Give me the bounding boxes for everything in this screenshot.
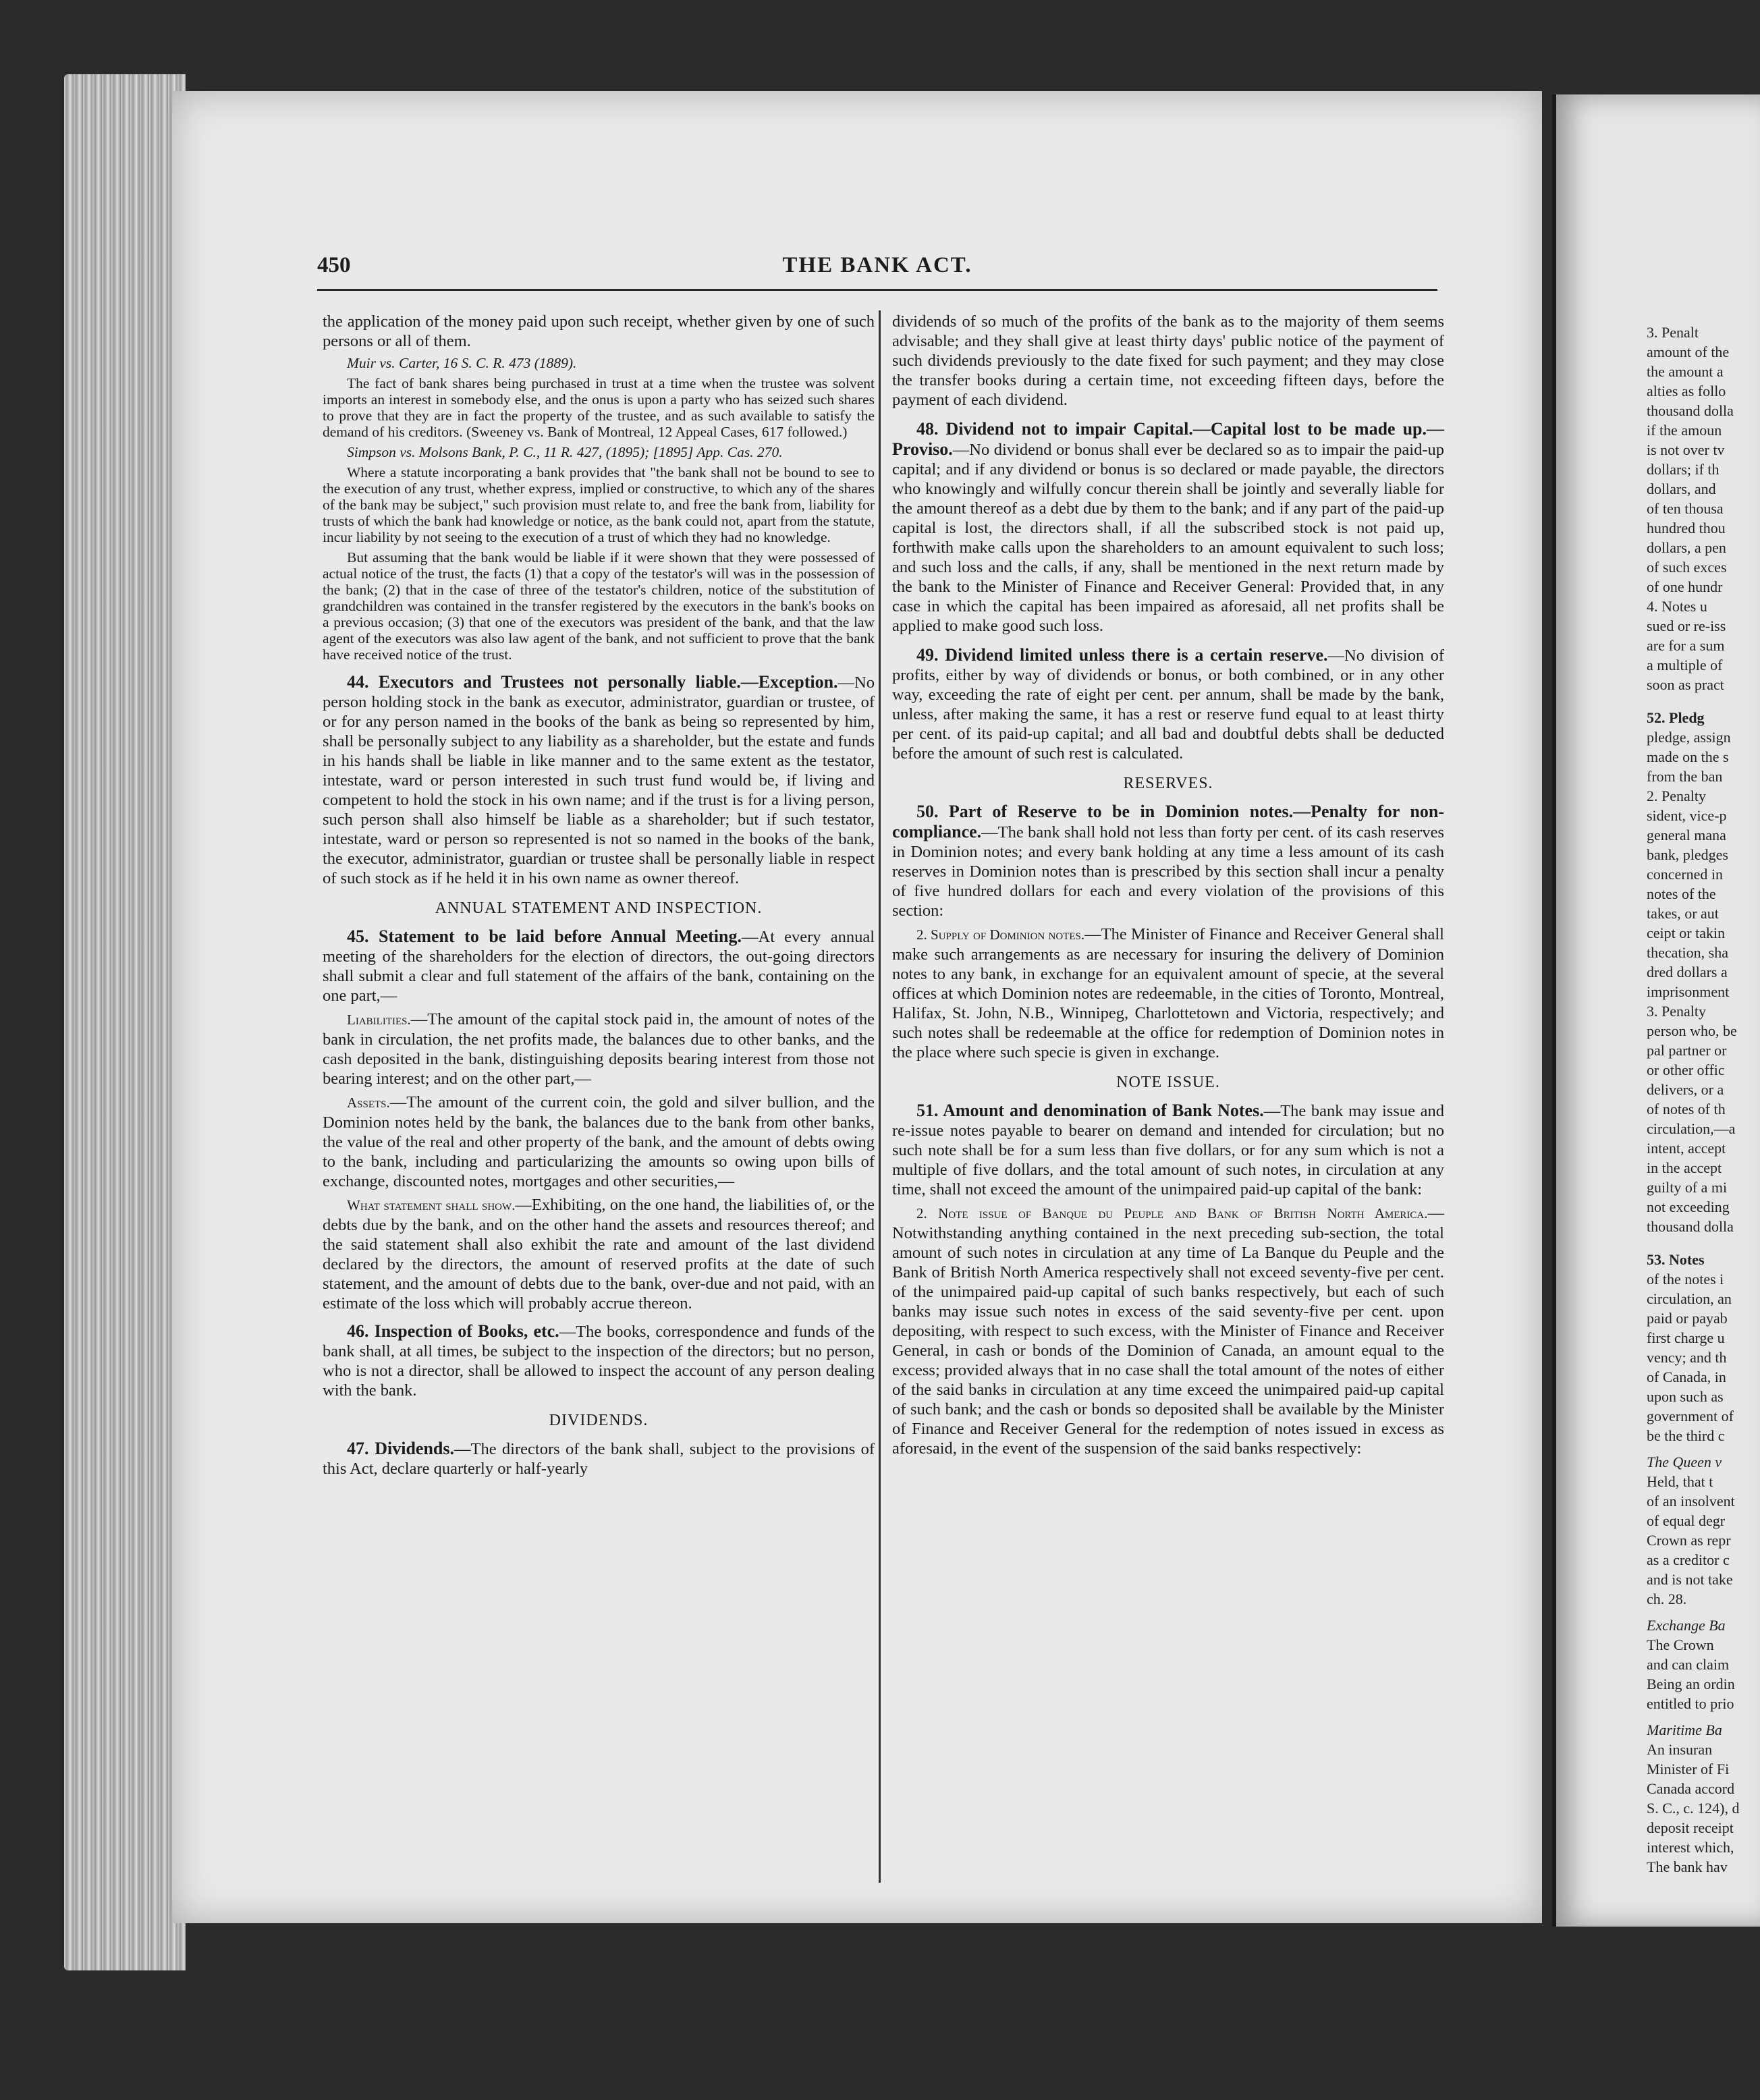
facing-page-line: 2. Penalty <box>1647 787 1706 804</box>
facing-page-line: Held, that t <box>1647 1473 1713 1490</box>
facing-page-line: deposit receipt <box>1647 1819 1734 1836</box>
facing-page-line: An insuran <box>1647 1741 1713 1758</box>
page-number: 450 <box>317 253 351 277</box>
facing-page-line: dred dollars a <box>1647 964 1728 980</box>
facing-page-line: dollars, a pen <box>1647 539 1726 556</box>
facing-page-line: 3. Penalt <box>1647 324 1699 341</box>
facing-page-line: concerned in <box>1647 866 1723 883</box>
facing-page-line: of ten thousa <box>1647 500 1724 517</box>
case-citation: Simpson vs. Molsons Bank, P. C., 11 R. 427, (1895); [1895] App. Cas. 270. <box>347 444 783 460</box>
facing-page-line: be the third c <box>1647 1427 1725 1444</box>
facing-page-line: The Crown <box>1647 1636 1714 1653</box>
facing-page-line: interest which, <box>1647 1839 1734 1856</box>
subsection-51-2: 2. Note issue of Banque du Peuple and Bank of British North America.—Notwithstanding anything contained in the next preceding sub-section, the total amount of such notes in circulation at any time of La Banque du Peuple and the Bank of British North America respectively shall not exceed seventy-five per cent. of the unimpaired paid-up capital of such banks respectively, but each of such banks may issue such notes in excess of the said seventy-five per cent. upon depositing, with respect to such excess, with the Minister of Finance and Receiver General, in cash or bonds of the Dominion of Canada, an amount equal to the excess; provided always that in no case shall the total amount of the notes of either of the said banks in circulation at any time exceed the unimpaired paid-up capital of such bank; and the cash or bonds so deposited shall be available by the Minister of Finance and Receiver General for the redemption of notes issued in excess as aforesaid, in the event of the suspension of the said banks respectively: <box>892 1204 1444 1458</box>
facing-page-line: The bank hav <box>1647 1858 1728 1875</box>
facing-page-line: a multiple of <box>1647 657 1723 673</box>
facing-page-line: and can claim <box>1647 1656 1730 1673</box>
page-title: THE BANK ACT. <box>782 253 972 277</box>
facing-page-line: and is not take <box>1647 1571 1733 1588</box>
facing-page-line: Crown as repr <box>1647 1532 1731 1549</box>
section-47: 47. Dividends.—The directors of the bank shall, subject to the provisions of this Act, declare quarterly or half-yearly <box>323 1439 875 1478</box>
facing-page-line: of one hundr <box>1647 578 1723 595</box>
facing-page-line: thousand dolla <box>1647 402 1734 419</box>
facing-page-line: guilty of a mi <box>1647 1179 1728 1196</box>
heading-annual-statement: ANNUAL STATEMENT AND INSPECTION. <box>435 900 763 917</box>
facing-page-line: if the amoun <box>1647 422 1722 439</box>
facing-page-line: dollars, and <box>1647 480 1716 497</box>
facing-page-line: sued or re-iss <box>1647 617 1726 634</box>
facing-page-line: takes, or aut <box>1647 905 1719 922</box>
facing-page-line: Canada accord <box>1647 1780 1735 1797</box>
facing-page-line: entitled to prio <box>1647 1695 1734 1712</box>
case-note: But assuming that the bank would be liable if it were shown that they were possessed of actual notice of the trust, the facts (1) that a copy of the testator's will was in the possession of the bank; (2) that in the case of three of the testator's children, notice of the substitution of grandchildren was contained in the transfer registered by the executors in the bank's books on a previous occasion; (3) that one of the executors was president of the bank, and that the law agent of the executors was also law agent of the bank, and not sufficient to prove that the bank have received notice of the trust. <box>323 549 875 663</box>
facing-page-line: imprisonment <box>1647 983 1730 1000</box>
facing-page-line: alties as follo <box>1647 383 1726 399</box>
section-heading: 46. Inspection of Books, etc. <box>347 1321 559 1341</box>
section-49: 49. Dividend limited unless there is a certain reserve.—No division of profits, either by way of dividends or bonus, or both combined, or in any other way, exceeding the rate of eight per cent. per annum, shall be made by the bank, unless, after making the same, it has a rest or reserve fund equal to at least thirty per cent. of its paid-up capital; and all bad and doubtful debts shall be deducted before the amount of such rest is calculated. <box>892 645 1444 763</box>
facing-page-line: are for a sum <box>1647 637 1725 654</box>
facing-page-line: of such exces <box>1647 559 1727 576</box>
subsection-statement: What statement shall show.—Exhibiting, on the one hand, the liabilities of, or the debts due by the bank, and on the other hand the assets and resources thereof; and the said statement shall also exhibit the rate and amount of the last dividend declared by the directors, the amount of reserved profits at the date of such statement, and the amount of debts due to the bank, over-due and not paid, with an estimate of the loss which will probably accrue thereon. <box>323 1196 875 1312</box>
facing-page-line: The Queen v <box>1647 1454 1722 1470</box>
facing-page-line: paid or payab <box>1647 1310 1728 1327</box>
right-column <box>892 312 1444 1462</box>
facing-page-line: in the accept <box>1647 1159 1722 1176</box>
section-heading: 45. Statement to be laid before Annual Meeting. <box>347 927 742 946</box>
section-45: 45. Statement to be laid before Annual Meeting.—At every annual meeting of the shareholders for the election of directors, the out-going directors shall submit a clear and full statement of the affairs of the bank, containing on the one part,— <box>323 927 875 1005</box>
facing-page-line: of equal degr <box>1647 1512 1726 1529</box>
facing-page-line: soon as pract <box>1647 676 1724 693</box>
facing-page-line: notes of the <box>1647 885 1716 902</box>
facing-page-line: 53. Notes <box>1647 1251 1705 1268</box>
facing-page-line: pledge, assign <box>1647 729 1731 746</box>
subsection-assets: Assets.—The amount of the current coin, the gold and silver bullion, and the Dominion notes held by the bank, the balances due to the bank from other banks, the value of the real and other property of the bank, and the amount of debts owing to the bank, including and particularizing the amounts so owing upon bills of exchange, discounted notes, mortgages and other securities,— <box>323 1093 875 1190</box>
subsection-50-2: 2. Supply of Dominion notes.—The Minister of Finance and Receiver General shall make such arrangements as are necessary for insuring the delivery of Dominion notes to any bank, in exchange for an equivalent amount of specie, at the several offices at which Dominion notes are redeemable, in the cities of Toronto, Montreal, Halifax, St. John, N.B., Winnipeg, Charlottetown and Victoria, respectively; and such notes shall be redeemable at the office for redemption of Dominion notes in the place where such specie is given in exchange. <box>892 925 1444 1061</box>
facing-page-line: bank, pledges <box>1647 846 1728 863</box>
facing-page-line: circulation,—a <box>1647 1120 1736 1137</box>
facing-page-line: ch. 28. <box>1647 1591 1687 1607</box>
facing-page-line: amount of the <box>1647 343 1730 360</box>
case-note: Where a statute incorporating a bank provides that "the bank shall not be bound to see to the execution of any trust, whether express, implied or constructive, to which any of the shares of the bank may be subject," such provision must relate to, and free the bank from, liability for trusts of which the bank had knowledge or notice, as the bank could not, apart from the statute, incur liability by not seeing to the execution of a trust of which they had no knowledge. <box>323 464 875 545</box>
facing-page-line: from the ban <box>1647 768 1723 785</box>
header-rule <box>317 289 1437 291</box>
facing-page-line: made on the s <box>1647 748 1729 765</box>
heading-dividends: DIVIDENDS. <box>549 1412 649 1429</box>
facing-page-line: Maritime Ba <box>1647 1721 1722 1738</box>
facing-page-line: circulation, an <box>1647 1290 1732 1307</box>
column-divider <box>879 310 881 1883</box>
case-note: The fact of bank shares being purchased in trust at a time when the trustee was solvent imports an interest in somebody else, and the onus is upon a party who has seized such shares to prove that they are in fact the property of the trustee, and as such available to satisfy the demand of his creditors. (Sweeney vs. Bank of Montreal, 12 Appeal Cases, 617 followed.) <box>323 375 875 440</box>
facing-page-line: Minister of Fi <box>1647 1761 1730 1777</box>
paragraph: the application of the money paid upon such receipt, whether given by one of such persons or all of them. <box>323 312 875 350</box>
section-heading: 49. Dividend limited unless there is a certain reserve. <box>916 645 1328 665</box>
left-column <box>323 312 875 1483</box>
facing-page-line: sident, vice-p <box>1647 807 1727 824</box>
heading-note-issue: NOTE ISSUE. <box>1116 1074 1220 1091</box>
facing-page-line: or other offic <box>1647 1061 1725 1078</box>
facing-page-line: intent, accept <box>1647 1140 1726 1157</box>
facing-page-line: general mana <box>1647 827 1726 844</box>
facing-page-line: is not over tv <box>1647 441 1725 458</box>
section-heading: 47. Dividends. <box>347 1439 454 1458</box>
facing-page-line: 52. Pledg <box>1647 709 1705 726</box>
section-heading: 51. Amount and denomination of Bank Notes. <box>916 1101 1264 1120</box>
facing-page-line: not exceeding <box>1647 1198 1730 1215</box>
facing-page-line: 4. Notes u <box>1647 598 1707 615</box>
section-51: 51. Amount and denomination of Bank Notes.—The bank may issue and re-issue notes payable to bearer on demand and intended for circulation; but no such note shall be for a sum less than five dollars, or for any sum which is not a multiple of five dollars, and the total amount of such notes, in circulation at any time, shall not exceed the amount of the unimpaired paid-up capital of the bank: <box>892 1101 1444 1198</box>
facing-page-line: 3. Penalty <box>1647 1003 1706 1020</box>
section-50: 50. Part of Reserve to be in Dominion notes.—Penalty for non-compliance.—The bank shall hold not less than forty per cent. of its cash reserves in Dominion notes; and every bank holding at any time a less amount of its cash reserves in Dominion notes than is prescribed by this section shall incur a penalty of five hundred dollars for each and every violation of the provisions of this section: <box>892 802 1444 920</box>
facing-page-line: ceipt or takin <box>1647 924 1726 941</box>
facing-page-line: Being an ordin <box>1647 1676 1735 1692</box>
facing-page-line: person who, be <box>1647 1022 1737 1039</box>
facing-page-line: of the notes i <box>1647 1271 1724 1288</box>
section-48: 48. Dividend not to impair Capital.—Capital lost to be made up.—Proviso.—No dividend or bonus shall ever be declared so as to impair the paid-up capital; and if any dividend or bonus is so declared or made payable, the directors who knowingly and wilfully concur therein shall be jointly and severally liable for the amount thereof as a debt due by them to the bank; and if any part of the paid-up capital is lost, the directors shall, if all the subscribed stock is not paid up, forthwith make calls upon the shareholders to an amount equivalent to such loss; and such loss and the calls, if any, shall be mentioned in the next return made by the bank to the Minister of Finance and Receiver General: Provided that, in any case in which the capital has been impaired as aforesaid, all net profits shall be applied to make good such loss. <box>892 419 1444 635</box>
facing-page-line: Exchange Ba <box>1647 1617 1726 1634</box>
section-44: 44. Executors and Trustees not personally liable.—Exception.—No person holding stock in the bank as executor, administrator, guardian or trustee, of or for any person named in the books of the bank as being so represented by him, shall be personally subject to any liability as a shareholder, but the estate and funds in his hands shall be liable in like manner and to the same extent as the testator, intestate, ward or person interested in such trust fund would be, if living and competent to hold the stock in his own name; and if the trust is for a living person, such person shall also himself be liable as a shareholder; but if such testator, intestate, ward or person so represented is not so named in the books of the bank, the executor, administrator, guardian or trustee shall be personally liable in respect of such stock as if he held it in his own name as owner thereof. <box>323 672 875 887</box>
section-heading: 44. Executors and Trustees not personally liable.—Exception. <box>347 672 838 692</box>
facing-page-line: upon such as <box>1647 1388 1724 1405</box>
section-heading: 50. Part of Reserve to be in Dominion notes.—Penalty for non-compliance. <box>892 802 1444 841</box>
facing-page-line: pal partner or <box>1647 1042 1727 1059</box>
facing-page-line: delivers, or a <box>1647 1081 1724 1098</box>
facing-page-line: thousand dolla <box>1647 1218 1734 1235</box>
facing-page-line: vency; and th <box>1647 1349 1727 1366</box>
subsection-liabilities: Liabilities.—The amount of the capital stock paid in, the amount of notes of the bank in circulation, the net profits made, the balances due to other banks, and the cash deposited in the bank, distinguishing deposits bearing interest from those not bearing interest; and on the other part,— <box>323 1010 875 1088</box>
facing-page-line: first charge u <box>1647 1329 1725 1346</box>
facing-page-line: of an insolvent <box>1647 1493 1735 1510</box>
section-46: 46. Inspection of Books, etc.—The books, correspondence and funds of the bank shall, at all times, be subject to the inspection of the directors; but no person, who is not a director, shall be allowed to inspect the account of any person dealing with the bank. <box>323 1321 875 1400</box>
facing-page-line: dollars; if th <box>1647 461 1720 478</box>
facing-page-line: of Canada, in <box>1647 1369 1726 1385</box>
facing-page-line: hundred thou <box>1647 520 1726 536</box>
paragraph: dividends of so much of the profits of the bank as to the majority of them seems advisable; and they shall give at least thirty days' public notice of the payment of such dividends previously to the date fixed for such payment; and they may close the transfer books during a certain time, not exceeding fifteen days, before the payment of each dividend. <box>892 312 1444 409</box>
facing-page-line: thecation, sha <box>1647 944 1728 961</box>
facing-page-line: government of <box>1647 1408 1734 1425</box>
facing-page-line: the amount a <box>1647 363 1724 380</box>
facing-page-line: of notes of th <box>1647 1101 1726 1117</box>
case-citation: Muir vs. Carter, 16 S. C. R. 473 (1889). <box>347 355 577 371</box>
heading-reserves: RESERVES. <box>1123 775 1213 792</box>
book-page-edges <box>64 74 186 1970</box>
facing-page-line: S. C., c. 124), d <box>1647 1800 1740 1817</box>
running-header <box>317 253 1437 287</box>
section-heading: 48. Dividend not to impair Capital.—Capital lost to be made up.—Proviso. <box>892 419 1444 459</box>
facing-page-line: as a creditor c <box>1647 1551 1730 1568</box>
